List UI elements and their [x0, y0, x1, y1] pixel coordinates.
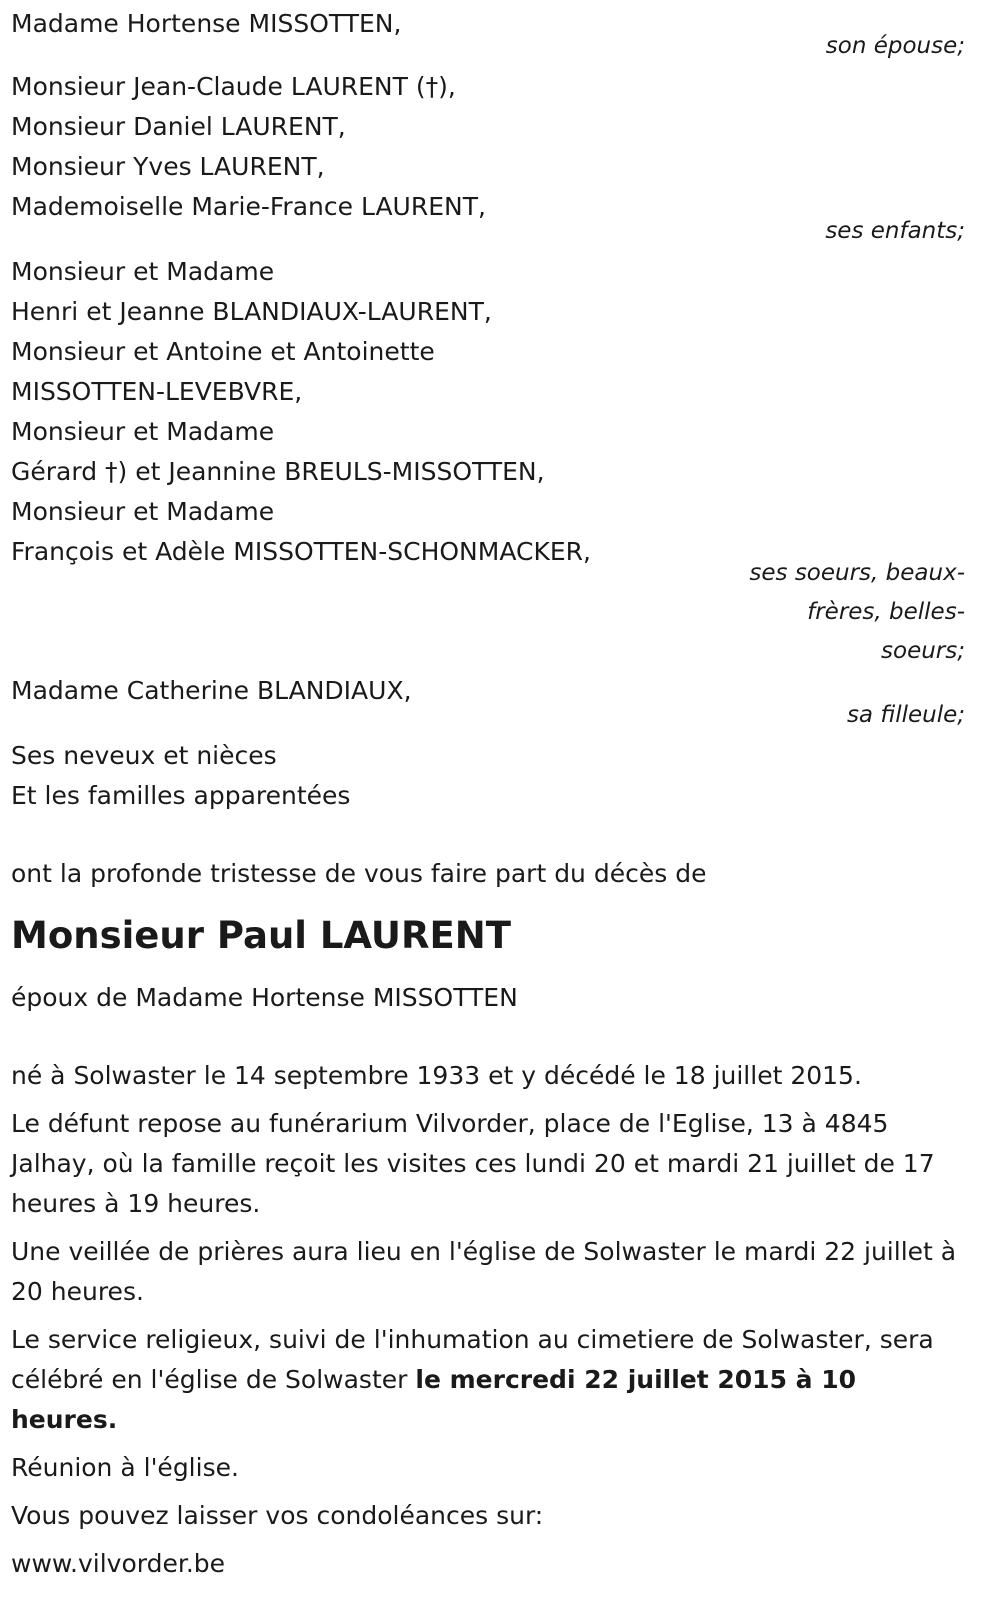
sibling-line: Henri et Jeanne BLANDIAUX-LAURENT,: [11, 297, 492, 326]
spouse-of-text: époux de Madame Hortense MISSOTTEN: [11, 983, 518, 1012]
goddaughter-name: Madame Catherine BLANDIAUX,: [11, 676, 412, 705]
service-text: [11, 1320, 965, 1440]
sibling-line: Monsieur et Antoine et Antoinette: [11, 337, 435, 366]
vigil-text: Une veillée de prières aura lieu en l'église de Solwaster le mardi 22 juillet à 20 heures.: [11, 1237, 957, 1306]
child-name: Monsieur Jean-Claude LAURENT (†),: [11, 72, 456, 101]
siblings-block: [11, 252, 965, 671]
meeting-text: Réunion à l'église.: [11, 1453, 239, 1482]
children-block: [11, 67, 965, 251]
announcement-text: ont la profonde tristesse de vous faire part du décès de: [11, 859, 707, 888]
children-role: ses enfants;: [825, 218, 965, 244]
sibling-line: Monsieur et Madame: [11, 417, 275, 446]
condolences-text: Vous pouvez laisser vos condoléances sur:: [11, 1501, 544, 1530]
siblings-role: ses soeurs, beaux-frères, belles-soeurs;: [749, 560, 965, 664]
relatives-line: Et les familles apparentées: [11, 781, 351, 810]
spouse-role: son épouse;: [825, 33, 965, 59]
child-name: Monsieur Yves LAURENT,: [11, 152, 325, 181]
spouse-name: Madame Hortense MISSOTTEN,: [11, 9, 402, 38]
visitation-text: Le défunt repose au funérarium Vilvorder, place de l'Eglise, 13 à 4845 Jalhay, où la famille reçoit les visites ces lundi 20 et mardi 21 juillet de 17 heures à 19 heures.: [11, 1109, 935, 1218]
other-relatives: [11, 736, 965, 816]
sibling-line: Monsieur et Madame: [11, 497, 275, 526]
birth-death-text: né à Solwaster le 14 septembre 1933 et y décédé le 18 juillet 2015.: [11, 1061, 862, 1090]
obituary-notice: [11, 4, 965, 1584]
website-link[interactable]: www.vilvorder.be: [11, 1549, 226, 1578]
service-date-emphasis: le mercredi 22 juillet 2015 à 10 heures.: [11, 1365, 857, 1434]
goddaughter-role: sa filleule;: [846, 702, 965, 728]
deceased-name: Monsieur Paul LAURENT: [11, 914, 511, 957]
child-name: Mademoiselle Marie-France LAURENT,: [11, 192, 486, 221]
service-main: Le service religieux, suivi de l'inhumation au cimetiere de Solwaster, sera célébré en l'église de Solwaster: [11, 1325, 934, 1394]
goddaughter-block: [11, 671, 965, 735]
sibling-line: MISSOTTEN-LEVEBVRE,: [11, 377, 303, 406]
sibling-line: François et Adèle MISSOTTEN-SCHONMACKER,: [11, 537, 591, 566]
child-name: Monsieur Daniel LAURENT,: [11, 112, 346, 141]
sibling-line: Gérard †) et Jeannine BREULS-MISSOTTEN,: [11, 457, 545, 486]
spouse-block: [11, 4, 965, 66]
relatives-line: Ses neveux et nièces: [11, 741, 277, 770]
sibling-line: Monsieur et Madame: [11, 257, 275, 286]
